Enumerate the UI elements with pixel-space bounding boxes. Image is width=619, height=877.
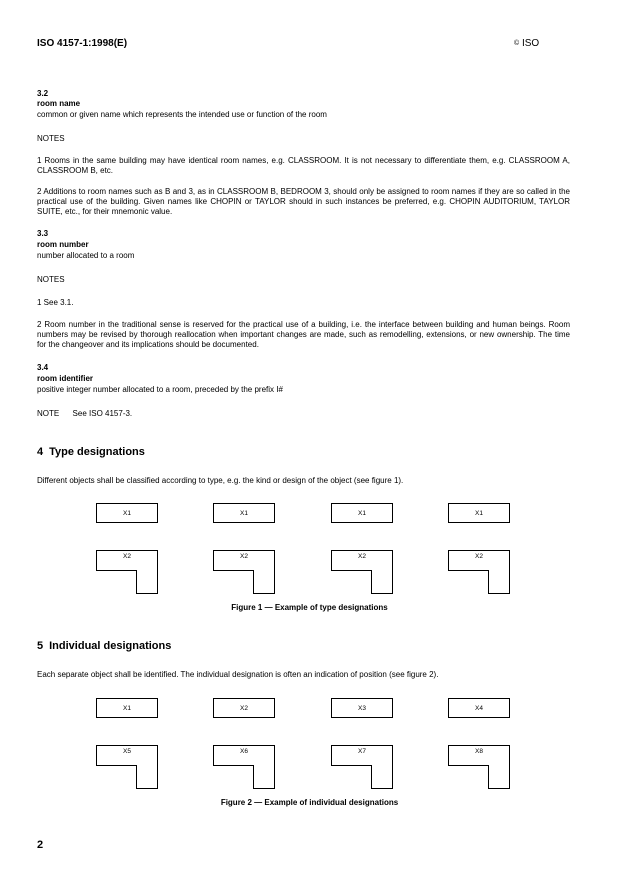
- clause-3-2-note-1: 1 Rooms in the same building may have identical room names, e.g. CLASSROOM. It is not necessary to differentiate them, e.g. CLASSROOM A, CLASSROOM B, etc.: [37, 156, 570, 175]
- fig1-lshape-3: [331, 550, 395, 596]
- fig2-lshape-2-label: X6: [240, 748, 248, 755]
- section-5-heading: [37, 640, 171, 652]
- figure-2-caption: Figure 2 — Example of individual designations: [220, 798, 399, 807]
- clause-3-3-term: room number: [37, 240, 89, 249]
- clause-3-4-number: 3.4: [37, 363, 49, 372]
- fig2-lshape-4: [448, 745, 512, 791]
- clause-3-2-definition: common or given name which represents the intended use or function of the room: [37, 110, 327, 119]
- fig2-lshape-1-label: X5: [123, 748, 131, 755]
- fig2-lshape-3: [331, 745, 395, 791]
- fig1-box-4: X1: [448, 503, 510, 523]
- fig1-lshape-4-label: X2: [475, 553, 483, 560]
- section-4-body: Different objects shall be classified according to type, e.g. the kind or design of the object (see figure 1).: [37, 476, 404, 485]
- fig2-lshape-1: [96, 745, 160, 791]
- fig2-lshape-4-label: X8: [475, 748, 483, 755]
- document-id: ISO 4157-1:1998(E): [37, 38, 128, 49]
- section-4-title: Type designations: [49, 446, 145, 458]
- fig1-lshape-1-label: X2: [123, 553, 131, 560]
- fig1-box-2: X1: [213, 503, 275, 523]
- section-5-number: 5: [37, 640, 44, 652]
- clause-3-3-note-1: 1 See 3.1.: [37, 298, 74, 307]
- section-5-body: Each separate object shall be identified. The individual designation is often an indication of position (see figure 2).: [37, 670, 439, 679]
- fig1-box-3: X1: [331, 503, 393, 523]
- page-number: 2: [37, 839, 44, 851]
- clause-3-3-notes-label: NOTES: [37, 275, 65, 284]
- clause-3-2-term: room name: [37, 99, 81, 108]
- section-4-number: 4: [37, 446, 44, 458]
- fig1-box-1: X1: [96, 503, 158, 523]
- clause-3-3-number: 3.3: [37, 229, 49, 238]
- clause-3-3-note-2: 2 Room number in the traditional sense is reserved for the practical use of a building, i.e. the interface between building and human beings. Room numbers may be revised by thorough reallocation when important changes are made, such as remodelling, extensions, or new ownership. The time for the changeover and its implications should be documented.: [37, 320, 570, 349]
- fig1-lshape-1: [96, 550, 160, 596]
- fig1-lshape-2-label: X2: [240, 553, 248, 560]
- fig2-box-4: X4: [448, 698, 510, 718]
- clause-3-3-definition: number allocated to a room: [37, 251, 135, 260]
- section-4-heading: [37, 446, 145, 458]
- clause-3-2-notes-label: NOTES: [37, 134, 65, 143]
- figure-1-caption: Figure 1 — Example of type designations: [231, 603, 388, 612]
- fig2-box-2: X2: [213, 698, 275, 718]
- copyright-org: ISO: [521, 38, 540, 49]
- clause-3-4-term: room identifier: [37, 374, 94, 383]
- fig2-box-3: X3: [331, 698, 393, 718]
- fig2-box-1: X1: [96, 698, 158, 718]
- clause-3-4-note: NOTE See ISO 4157-3.: [37, 409, 133, 418]
- copyright-symbol: ©: [514, 40, 520, 47]
- section-5-title: Individual designations: [49, 640, 172, 652]
- fig2-lshape-3-label: X7: [358, 748, 366, 755]
- fig2-lshape-2: [213, 745, 277, 791]
- copyright: [514, 38, 539, 49]
- fig1-lshape-2: [213, 550, 277, 596]
- clause-3-4-definition: positive integer number allocated to a room, preceded by the prefix I#: [37, 385, 283, 394]
- fig1-lshape-4: [448, 550, 512, 596]
- clause-3-2-note-2: 2 Additions to room names such as B and 3, as in CLASSROOM B, BEDROOM 3, should only be assigned to room names if they are so called in the practical use of the building. Given names like CHOPIN or TAYLOR should in such instances be preferred, e.g. CHOPIN AUDITORIUM, TAYLOR SUITE, etc., for their mnemonic value.: [37, 187, 570, 216]
- fig1-lshape-3-label: X2: [358, 553, 366, 560]
- clause-3-2-number: 3.2: [37, 89, 49, 98]
